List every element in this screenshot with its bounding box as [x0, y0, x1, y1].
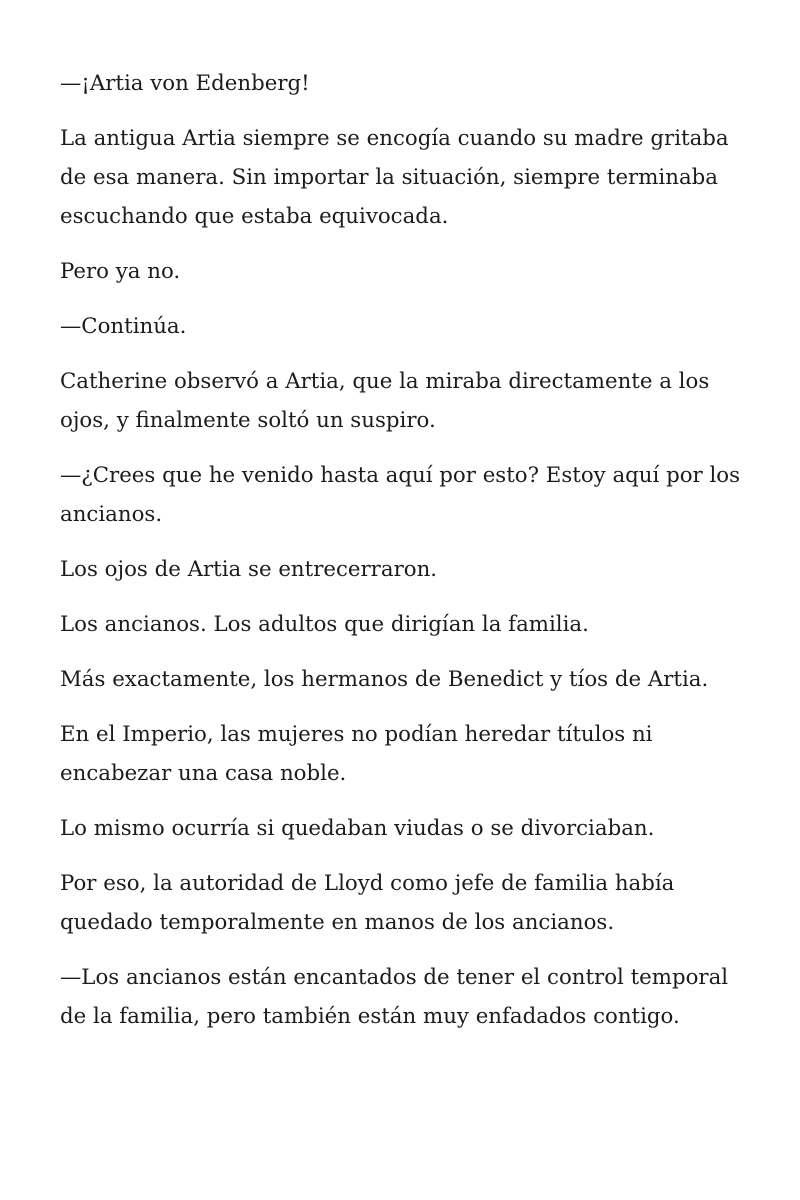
paragraph: Por eso, la autoridad de Lloyd como jefe de familia había quedado temporalmente en manos de los ancianos. — [60, 871, 675, 935]
paragraph: Pero ya no. — [60, 259, 181, 284]
paragraph: Catherine observó a Artia, que la miraba directamente a los ojos, y finalmente soltó un suspiro. — [60, 369, 710, 433]
paragraph: Los ancianos. Los adultos que dirigían la familia. — [60, 612, 589, 637]
paragraph: —¡Artia von Edenberg! — [60, 71, 310, 96]
paragraph: Lo mismo ocurría si quedaban viudas o se divorciaban. — [60, 816, 655, 841]
paragraph: —Continúa. — [60, 314, 187, 339]
paragraph: La antigua Artia siempre se encogía cuando su madre gritaba de esa manera. Sin importar la situación, siempre terminaba escuchando que estaba equivocada. — [60, 126, 729, 229]
paragraph: —Los ancianos están encantados de tener el control temporal de la familia, pero también están muy enfadados contigo. — [60, 965, 729, 1029]
paragraph: —¿Crees que he venido hasta aquí por esto? Estoy aquí por los ancianos. — [60, 463, 741, 527]
paragraph: En el Imperio, las mujeres no podían heredar títulos ni encabezar una casa noble. — [60, 722, 653, 786]
paragraph: Más exactamente, los hermanos de Benedict y tíos de Artia. — [60, 667, 709, 692]
paragraph: Los ojos de Artia se entrecerraron. — [60, 557, 438, 582]
document-page — [60, 64, 750, 1052]
